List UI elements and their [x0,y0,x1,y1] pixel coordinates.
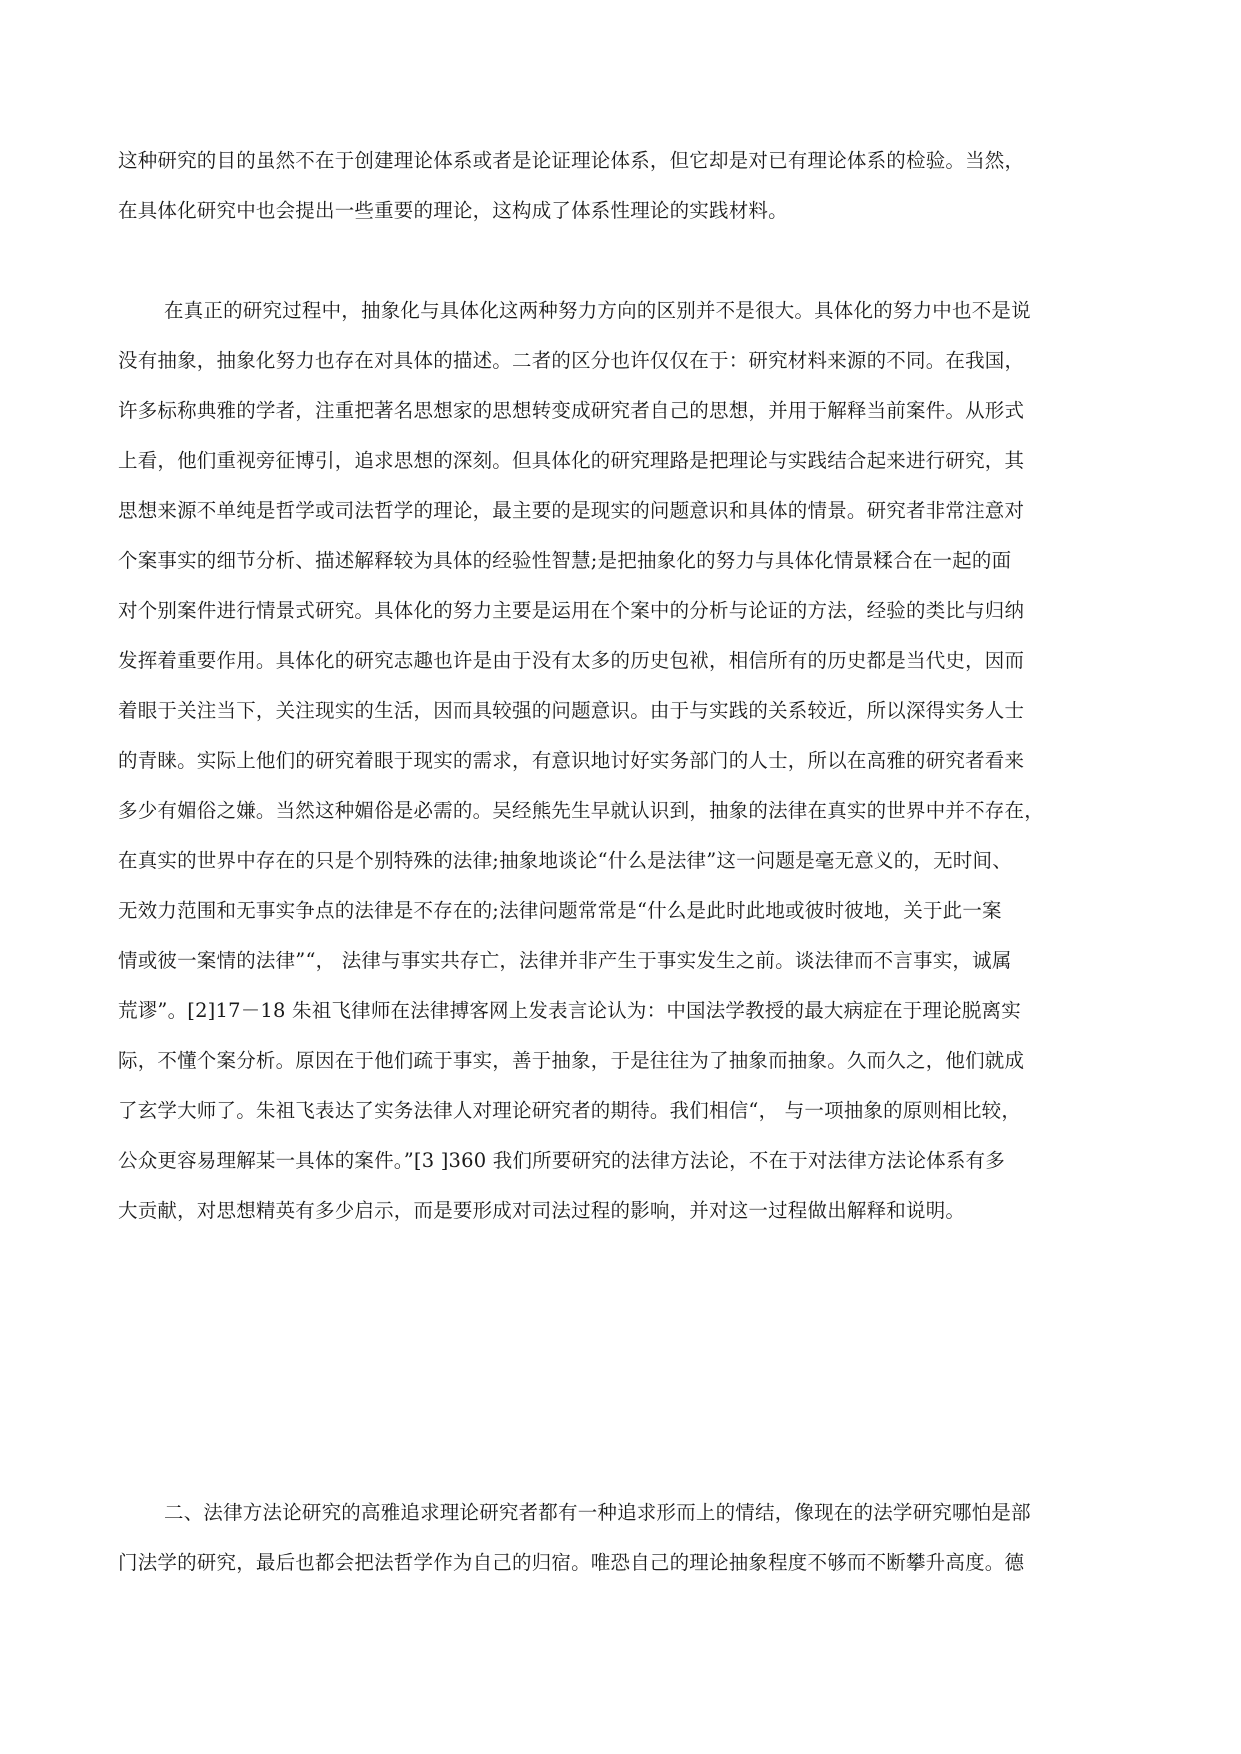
text-line: 没有抽象，抽象化努力也存在对具体的描述。二者的区分也许仅仅在于：研究材料来源的不同。在我国， [118,349,1025,372]
text-line: 思想来源不单纯是哲学或司法哲学的理论，最主要的是现实的问题意识和具体的情景。研究者非常注意对 [118,499,1025,522]
text-line: 情或彼一案情的法律”“， 法律与事实共存亡，法律并非产生于事实发生之前。谈法律而不言事实，诚属 [118,949,1012,972]
text-line: 公众更容易理解某一具体的案件。”[3 ]360 我们所要研究的法律方法论，不在于对法律方法论体系有多 [118,1149,1005,1172]
text-line: 在具体化研究中也会提出一些重要的理论，这构成了体系性理论的实践材料。 [118,199,788,222]
text-line: 这种研究的目的虽然不在于创建理论体系或者是论证理论体系，但它却是对已有理论体系的检验。当然， [118,149,1025,172]
text-line: 二、法律方法论研究的高雅追求理论研究者都有一种追求形而上的情结，像现在的法学研究哪怕是部 [164,1501,1031,1524]
text-line: 无效力范围和无事实争点的法律是不存在的;法律问题常常是“什么是此时此地或彼时彼地，关于此一案 [118,899,1002,922]
text-line: 发挥着重要作用。具体化的研究志趣也许是由于没有太多的历史包袱，相信所有的历史都是当代史，因而 [118,649,1025,672]
text-line: 在真正的研究过程中，抽象化与具体化这两种努力方向的区别并不是很大。具体化的努力中也不是说 [164,299,1031,322]
text-line: 个案事实的细节分析、描述解释较为具体的经验性智慧;是把抽象化的努力与具体化情景糅合在一起的面 [118,549,1012,572]
text-line: 了玄学大师了。朱祖飞表达了实务法律人对理论研究者的期待。我们相信“， 与一项抽象的原则相比较， [118,1099,1022,1122]
text-line: 在真实的世界中存在的只是个别特殊的法律;抽象地谈论“什么是法律”这一问题是毫无意义的，无时间、 [118,849,1012,872]
text-line: 上看，他们重视旁征博引，追求思想的深刻。但具体化的研究理路是把理论与实践结合起来进行研究，其 [118,449,1025,472]
text-line: 际，不懂个案分析。原因在于他们疏于事实，善于抽象，于是往往为了抽象而抽象。久而久之，他们就成 [118,1049,1025,1072]
paragraph-abstraction-vs-concretization [118,286,1128,1236]
text-line: 许多标称典雅的学者，注重把著名思想家的思想转变成研究者自己的思想，并用于解释当前案件。从形式 [118,399,1025,422]
text-line: 对个别案件进行情景式研究。具体化的努力主要是运用在个案中的分析与论证的方法，经验的类比与归纳 [118,599,1025,622]
paragraph-section-two [118,1488,1128,1588]
text-line: 多少有媚俗之嫌。当然这种媚俗是必需的。吴经熊先生早就认识到，抽象的法律在真实的世界中并不存在， [118,799,1044,822]
text-line: 门法学的研究，最后也都会把法哲学作为自己的归宿。唯恐自己的理论抽象程度不够而不断攀升高度。德 [118,1551,1025,1574]
text-line: 大贡献，对思想精英有多少启示，而是要形成对司法过程的影响，并对这一过程做出解释和说明。 [118,1199,966,1222]
paragraph-research-purpose [118,136,1128,236]
text-line: 荒谬”。[2]17－18 朱祖飞律师在法律搏客网上发表言论认为：中国法学教授的最大病症在于理论脱离实 [118,999,1021,1022]
text-line: 的青睐。实际上他们的研究着眼于现实的需求，有意识地讨好实务部门的人士，所以在高雅的研究者看来 [118,749,1025,772]
text-line: 着眼于关注当下，关注现实的生活，因而具较强的问题意识。由于与实践的关系较近，所以深得实务人士 [118,699,1025,722]
